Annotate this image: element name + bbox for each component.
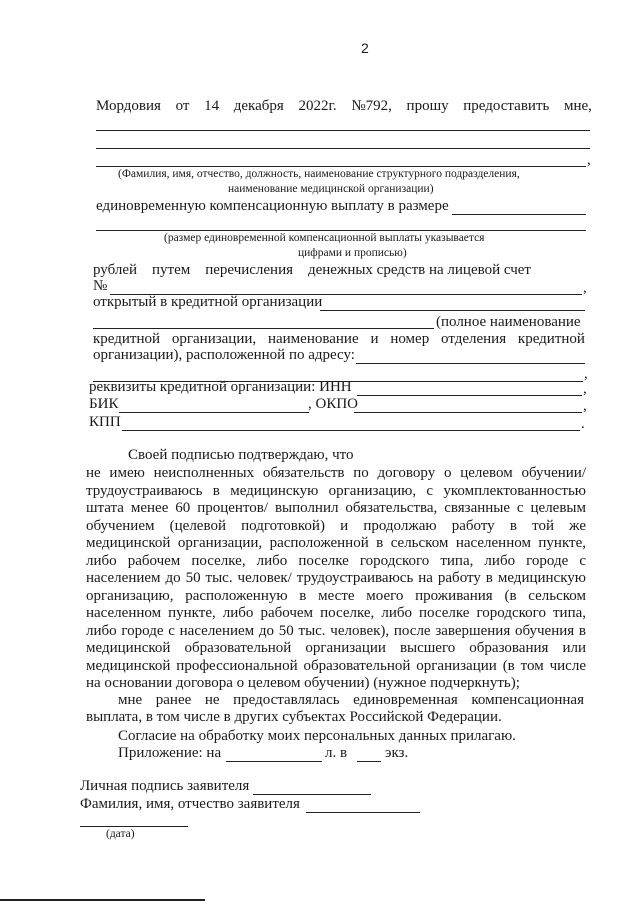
attachment-copies: экз.: [385, 745, 409, 761]
rubles-word: путем: [152, 262, 191, 278]
comma: ,: [583, 280, 587, 296]
credit-word: кредитной: [517, 331, 585, 347]
no-previous-line-1: мне ранее не предоставлялась единовременная компенсационная: [118, 692, 584, 708]
blank-line-name-1[interactable]: [96, 130, 590, 131]
intro-word: предоставить: [463, 98, 550, 114]
blank-line-address[interactable]: [356, 363, 585, 364]
attachment-label: Приложение: на: [118, 745, 222, 761]
date-caption: (дата): [106, 828, 135, 840]
credit-word: кредитной: [93, 331, 161, 347]
fullname-caption: (полное наименование: [436, 314, 581, 330]
paragraph-line: населением до 50 тыс. человек/ трудоустраиваюсь на работу в медицинскую: [86, 570, 586, 586]
credit-line: [93, 331, 585, 348]
blank-line-copies[interactable]: [357, 761, 381, 762]
rubles-word: рублей: [93, 262, 138, 278]
kpp-label: КПП: [89, 414, 121, 430]
credit-word: наименование: [267, 331, 359, 347]
blank-line-bik[interactable]: [119, 412, 309, 413]
intro-word: 2022г.: [298, 98, 337, 114]
intro-word: от: [175, 98, 190, 114]
blank-line-name-3[interactable]: [96, 166, 586, 167]
blank-line-fio[interactable]: [306, 812, 420, 813]
confirm-heading: Своей подписью подтверждаю, что: [128, 447, 354, 463]
credit-word: и: [370, 331, 379, 347]
no-previous-line-2: выплата, в том числе в других субъектах Российской Федерации.: [86, 709, 502, 725]
paragraph-line: медицинской организации, расположенной в сельском населенном пункте,: [86, 535, 586, 551]
blank-line-kpp[interactable]: [122, 430, 580, 431]
inn-label: реквизиты кредитной организации: ИНН: [89, 379, 352, 395]
rubles-line: [93, 262, 531, 279]
period: .: [581, 416, 585, 432]
caption-name-1: (Фамилия, имя, отчество, должность, наименование структурного подразделения,: [118, 168, 520, 180]
rubles-word: денежных средств на лицевой счет: [307, 262, 531, 278]
consent-line: Согласие на обработку моих персональных данных прилагаю.: [118, 728, 516, 744]
obligation-last-line: на основании договора о целевом обучении) (нужное подчеркнуть);: [86, 675, 520, 691]
comma: ,: [587, 152, 591, 168]
paragraph-line: не имею неисполненных обязательств по договору о целевом обучении/: [86, 465, 586, 481]
attachment-sheets: л. в: [325, 745, 348, 761]
credit-word: организации,: [171, 331, 257, 347]
blank-line-date[interactable]: [80, 826, 188, 827]
blank-line-amount[interactable]: [452, 214, 586, 215]
okpo-label: , ОКПО: [308, 396, 359, 412]
paragraph-line: штата менее 60 процентов/ выполнил обязательства, связанные с целевым: [86, 500, 586, 516]
comma: ,: [583, 381, 587, 397]
blank-line-bank[interactable]: [320, 310, 585, 311]
paragraph-line: трудоустраиваюсь в медицинскую организацию, с укомплектованностью: [86, 482, 586, 499]
intro-word: прошу: [406, 98, 449, 114]
intro-word: Мордовия: [96, 98, 161, 114]
amount-label: единовременную компенсационную выплату в размере: [96, 198, 449, 214]
paragraph-line: либо рабочем поселке, либо поселке городского типа, либо городе с: [86, 552, 586, 569]
blank-line-amount-2[interactable]: [96, 230, 586, 231]
blank-line-inn[interactable]: [357, 395, 582, 396]
blank-line-signature[interactable]: [253, 794, 371, 795]
personal-signature-label: Личная подпись заявителя: [80, 778, 250, 794]
paragraph-line: организацию, расположенную в месте моего проживания (в сельском: [86, 587, 586, 604]
caption-amount-1: (размер единовременной компенсационной выплаты указывается: [164, 232, 485, 244]
intro-word: декабря: [233, 98, 284, 114]
obligation-paragraph: [86, 465, 586, 675]
blank-line-bank-2[interactable]: [93, 328, 434, 329]
bik-label: БИК: [89, 396, 119, 412]
intro-word: мне,: [564, 98, 592, 114]
paragraph-line: медицинской образовательной организации высшего образования или: [86, 640, 586, 656]
intro-word: №792,: [351, 98, 392, 114]
rubles-word: перечисления: [205, 262, 294, 278]
number-sign: №: [93, 278, 108, 294]
blank-line-sheets[interactable]: [226, 761, 322, 762]
intro-line: [96, 98, 592, 115]
page-number: 2: [361, 40, 369, 56]
footnote-separator: [0, 899, 205, 901]
blank-line-name-2[interactable]: [96, 148, 590, 149]
blank-line-okpo[interactable]: [354, 412, 582, 413]
paragraph-line: обучением (целевой подготовкой) и продолжаю работу в той же: [86, 517, 586, 534]
address-label: организации), расположенной по адресу:: [93, 347, 355, 363]
credit-word: отделения: [441, 331, 507, 347]
paragraph-line: медицинской профессиональной образовательной организации (в том числе: [86, 657, 586, 674]
caption-amount-2: цифрами и прописью): [298, 247, 407, 259]
opened-label: открытый в кредитной организации: [93, 294, 323, 310]
intro-word: 14: [204, 98, 220, 114]
fio-label: Фамилия, имя, отчество заявителя: [80, 796, 300, 812]
comma: ,: [583, 398, 587, 414]
caption-name-2: наименование медицинской организации): [228, 183, 434, 195]
paragraph-line: либо городе с населением до 50 тыс. человек), после завершения обучения в: [86, 622, 586, 639]
paragraph-line: населенном пункте, либо рабочем поселке, либо поселке городского типа,: [86, 605, 586, 621]
comma: ,: [584, 366, 588, 382]
credit-word: номер: [390, 331, 430, 347]
